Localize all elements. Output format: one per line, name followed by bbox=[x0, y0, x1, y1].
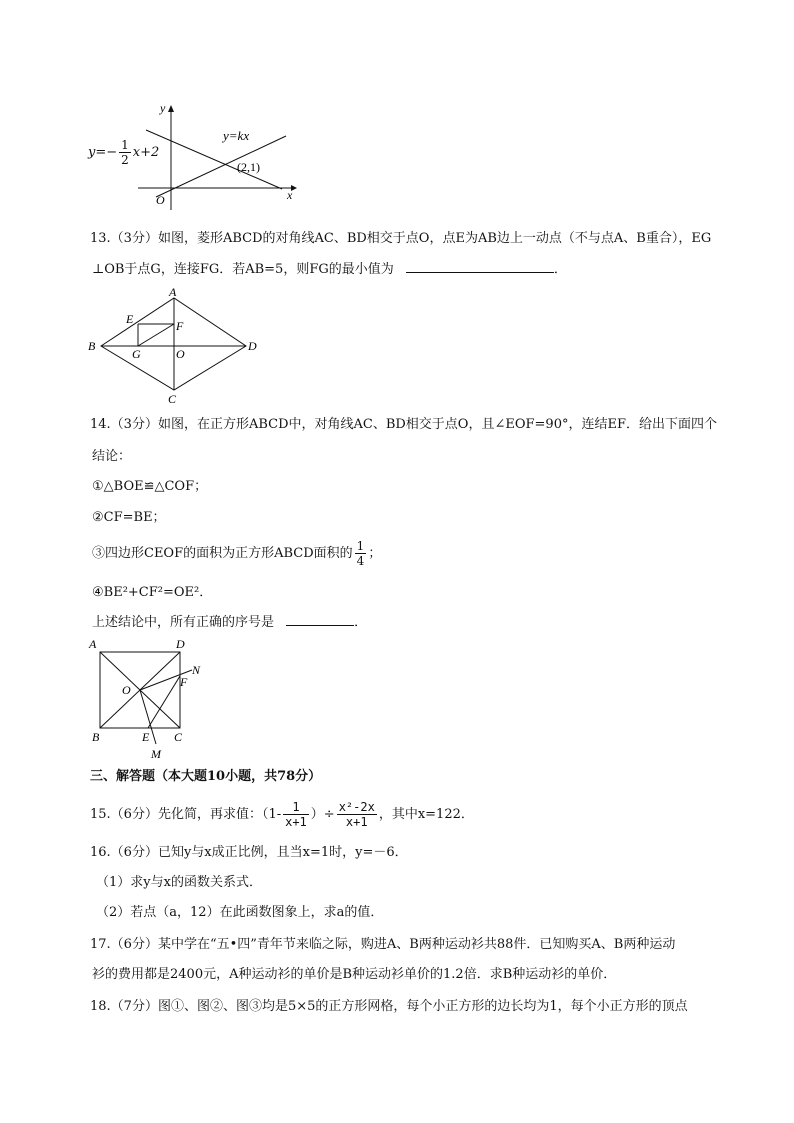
y-axis-label: y bbox=[160, 101, 166, 115]
point-e-label: E bbox=[142, 730, 150, 744]
q14-ask-line: 上述结论中，所有正确的序号是 ． bbox=[92, 615, 368, 630]
q14-conclusion-1: ①△BOE≌△COF； bbox=[92, 479, 208, 494]
vertex-c-label: C bbox=[174, 730, 183, 744]
point-n-label: N bbox=[192, 663, 201, 677]
vertex-a-label: A bbox=[169, 286, 177, 299]
vertex-b-label: B bbox=[92, 730, 100, 744]
point-m-label: M bbox=[151, 747, 161, 761]
intersection-point-label: (2,1) bbox=[237, 160, 260, 174]
q16-sub1: （1）求y与x的函数关系式． bbox=[96, 875, 262, 890]
center-o-label: O bbox=[176, 347, 185, 361]
q15-line: 15.（6分）先化简，再求值：（1- $\frac{1}{x+1}$ ）÷ $\frac{\text{x²-2x}}{x+1}$ ，其中x=122． bbox=[90, 800, 474, 829]
line2-equation-label: y=− $\frac{1}{2}$ x+2 bbox=[88, 138, 160, 167]
q14-conclusion-3: ③四边形CEOF的面积为正方形ABCD面积的 $\frac{1}{4}$ ； bbox=[92, 539, 382, 568]
point-g-label: G bbox=[132, 347, 141, 361]
q16-sub2: （2）若点（a，12）在此函数图象上，求a的值． bbox=[96, 905, 384, 920]
figure-q14-square bbox=[86, 636, 216, 764]
q18-line1: 18.（7分）图①、图②、图③均是5×5的正方形网格，每个小正方形的边长均为1，每个小正方形的顶点 bbox=[90, 999, 688, 1014]
vertex-a-label: A bbox=[89, 637, 97, 651]
figure-q12 bbox=[86, 98, 306, 216]
vertex-c-label: C bbox=[168, 392, 177, 406]
q14-line2: 结论： bbox=[92, 449, 132, 464]
q17-line2: 衫的费用都是2400元，A种运动衫的单价是B种运动衫单价的1.2倍．求B种运动衫的单价． bbox=[92, 967, 617, 982]
q13-answer-blank[interactable] bbox=[406, 260, 554, 273]
vertex-d-label: D bbox=[176, 637, 185, 651]
point-f-label: F bbox=[176, 319, 184, 333]
origin-label: O bbox=[156, 193, 165, 207]
line-ykx-label: y=kx bbox=[223, 128, 250, 143]
vertex-b-label: B bbox=[88, 339, 96, 353]
q14-line1: 14.（3分）如图，在正方形ABCD中，对角线AC、BD相交于点O，且∠EOF=90°，连结EF．给出下面四个 bbox=[90, 417, 717, 432]
figure-q13-rhombus bbox=[86, 286, 266, 406]
q13-line1: 13.（3分）如图，菱形ABCD的对角线AC、BD相交于点O，点E为AB边上一动点（不与点A、B重合），EG bbox=[90, 231, 712, 246]
q13-line2: ⊥OB于点G，连接FG．若AB=5，则FG的最小值为 ． bbox=[92, 262, 567, 277]
q16-line1: 16.（6分）已知y与x成正比例，且当x=1时，y=－6． bbox=[90, 845, 408, 860]
square-diagram bbox=[86, 636, 216, 764]
x-axis-label: x bbox=[287, 188, 293, 202]
vertex-d-label: D bbox=[248, 339, 257, 353]
point-f-label: F bbox=[180, 675, 188, 689]
point-e-label: E bbox=[126, 312, 134, 326]
section-3-heading: 三、解答题（本大题10小题，共78分） bbox=[90, 769, 322, 784]
q14-answer-blank[interactable] bbox=[286, 613, 354, 626]
q17-line1: 17.（6分）某中学在“五•四”青年节来临之际，购进A、B两种运动衫共88件．已知购买A、B两种运动 bbox=[90, 937, 676, 952]
q14-conclusion-2: ②CF=BE； bbox=[92, 510, 166, 525]
rhombus-diagram bbox=[86, 286, 266, 406]
center-o-label: O bbox=[122, 683, 131, 697]
q14-conclusion-4: ④BE²+CF²=OE²． bbox=[92, 585, 213, 600]
